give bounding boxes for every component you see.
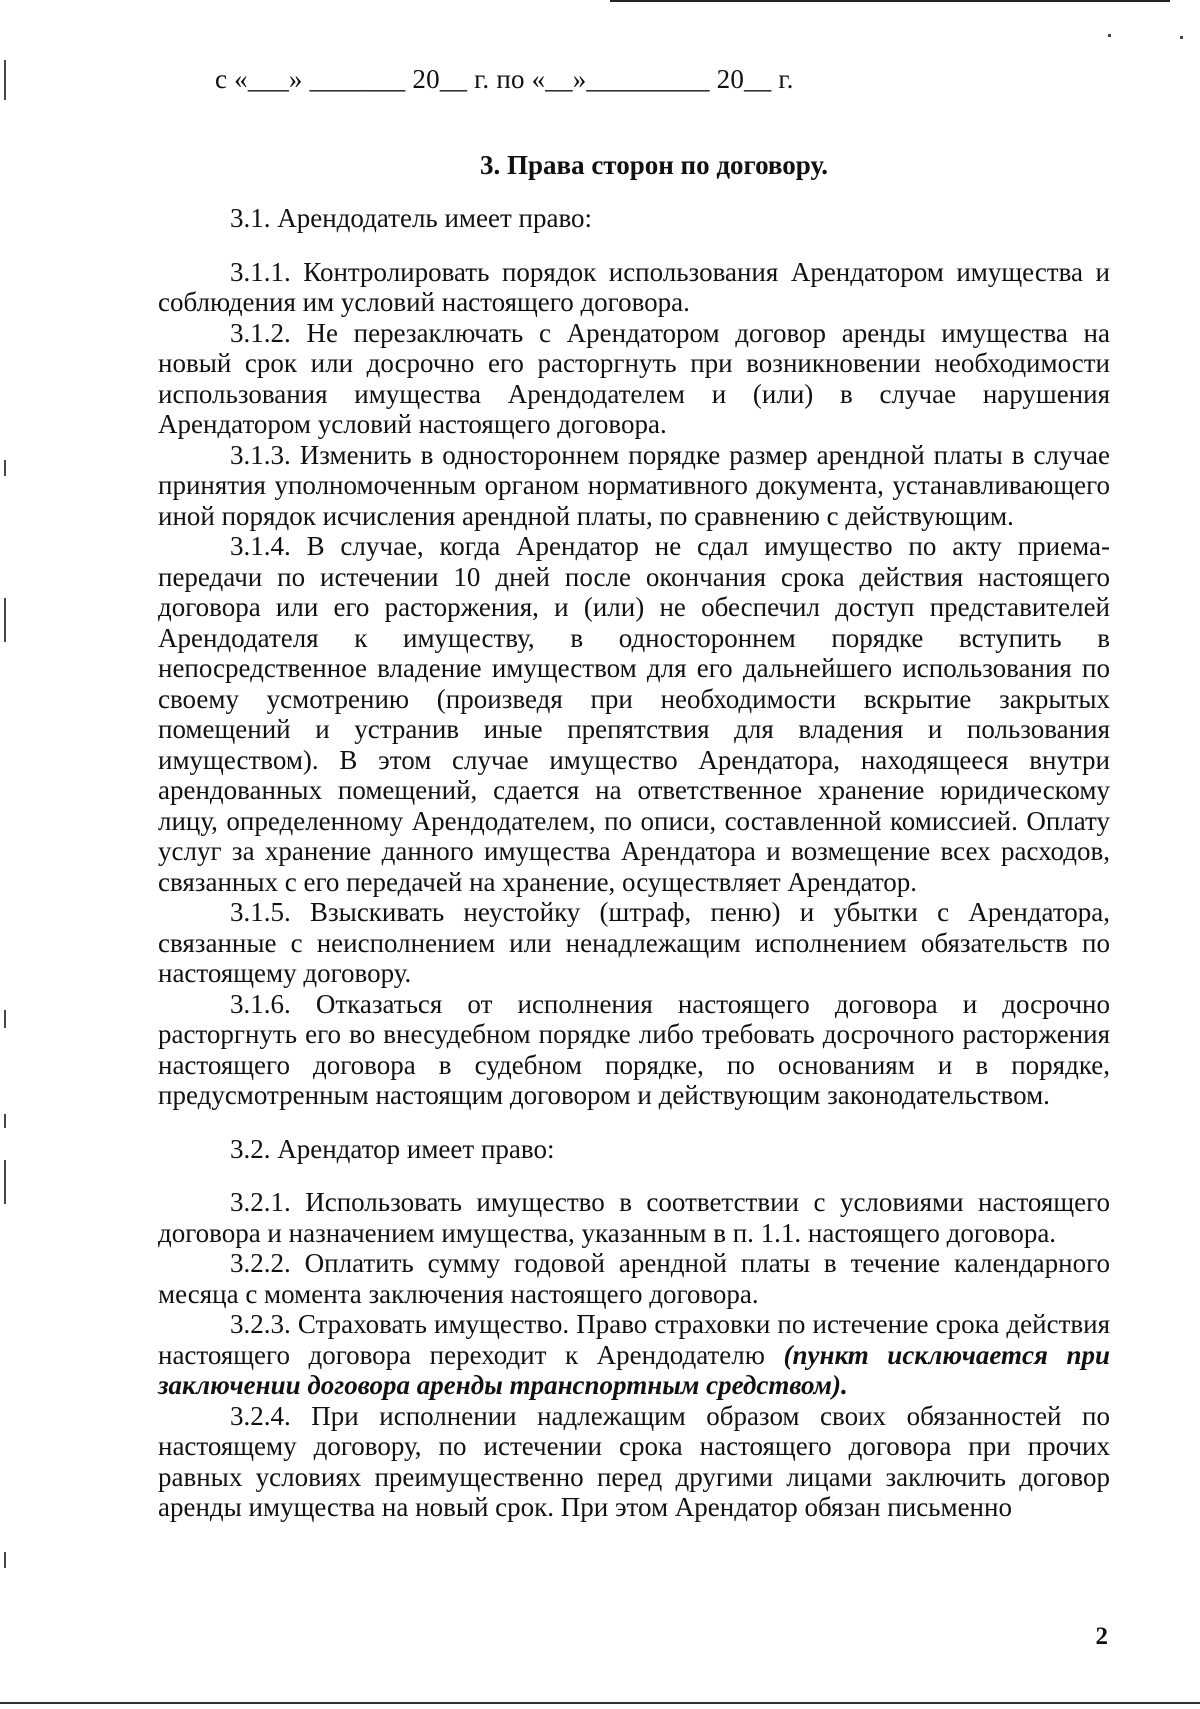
clause-3-1-4: 3.1.4. В случае, когда Арендатор не сдал имущество по акту приема-передачи по истечении 10 дней после окончания срока действия настоящего договора или его расторжения, и (или) не обеспечил доступ представителей Арендодателя к имуществу, в одностороннем порядке вступить в непосредственное владение имуществом для его дальнейшего использования по своему усмотрению (произведя при необходимости вскрытие закрытых помещений и устранив иные препятствия для владения и пользования имуществом). В этом случае имущество Арендатора, находящееся внутри арендованных помещений, сдается на ответственное хранение юридическому лицу, определенному Арендодателем, по описи, составленной комиссией. Оплату услуг за хранение данного имущества Арендатора и возмещение всех расходов, связанных с его передачей на хранение, осуществляет Арендатор. — [158, 531, 1110, 897]
landlord-rights-heading: 3.1. Арендодатель имеет право: — [230, 203, 593, 233]
clause-3-2-3-text: 3.2.3. Страховать имущество. Право страховки по истечение срока действия настоящего договора переходит к Арендодателю — [158, 1309, 1110, 1370]
scan-mark — [1108, 34, 1111, 37]
top-edge-line — [610, 0, 1170, 2]
clause-3-1-1: 3.1.1. Контролировать порядок использования Арендатором имущества и соблюдения им условий настоящего договора. — [158, 256, 1110, 317]
scan-mark — [4, 1160, 6, 1204]
clause-3-2-3-note: (пункт исключается при заключении договора аренды транспортным средством). — [158, 1339, 1110, 1400]
clause-3-2-4: 3.2.4. При исполнении надлежащим образом своих обязанностей по настоящему договору, по истечении срока настоящего договора при прочих равных условиях преимущественно перед другими лицами заключить договор аренды имущества на новый срок. При этом Арендатор обязан письменно — [158, 1400, 1110, 1522]
rental-period-line: с «___» _______ 20__ г. по «__»_________ 20__ г. — [215, 64, 794, 94]
clause-3-2-1: 3.2.1. Использовать имущество в соответствии с условиями настоящего договора и назначением имущества, указанным в п. 1.1. настоящего договора. — [158, 1187, 1110, 1248]
document-body — [158, 58, 1110, 1523]
clause-3-1-6: 3.1.6. Отказаться от исполнения настоящего договора и досрочно расторгнуть его во внесудебном порядке либо требовать досрочного расторжения настоящего договора в судебном порядке, по основаниям и в порядке, предусмотренным настоящим договором и действующим законодательством. — [158, 988, 1110, 1110]
scan-mark — [4, 1552, 6, 1568]
scan-mark — [4, 1010, 6, 1028]
page-number: 2 — [1095, 1623, 1108, 1650]
scan-mark — [4, 460, 6, 476]
scan-mark — [4, 598, 6, 642]
section-title: 3. Права сторон по договору. — [479, 149, 829, 180]
tenant-rights-heading: 3.2. Арендатор имеет право: — [230, 1133, 555, 1164]
clause-3-1-5: 3.1.5. Взыскивать неустойку (штраф, пеню) и убытки с Арендатора, связанные с неисполнением или ненадлежащим исполнением обязательств по настоящему договору. — [158, 897, 1110, 988]
bottom-edge-line — [0, 1702, 1200, 1704]
scan-mark — [4, 60, 6, 100]
clause-3-2-3 — [158, 1309, 1110, 1401]
clause-3-2-2: 3.2.2. Оплатить сумму годовой арендной платы в течение календарного месяца с момента заключения настоящего договора. — [158, 1248, 1110, 1309]
scan-mark — [1180, 36, 1183, 39]
clause-3-1-2: 3.1.2. Не перезаключать с Арендатором договор аренды имущества на новый срок или досрочно его расторгнуть при возникновении необходимости использования имущества Арендодателем и (или) в случае нарушения Арендатором условий настоящего договора. — [158, 317, 1110, 439]
scan-mark — [4, 1114, 6, 1128]
clause-3-1-3: 3.1.3. Изменить в одностороннем порядке размер арендной платы в случае принятия уполномоченным органом нормативного документа, устанавливающего иной порядок исчисления арендной платы, по сравнению с действующим. — [158, 439, 1110, 531]
